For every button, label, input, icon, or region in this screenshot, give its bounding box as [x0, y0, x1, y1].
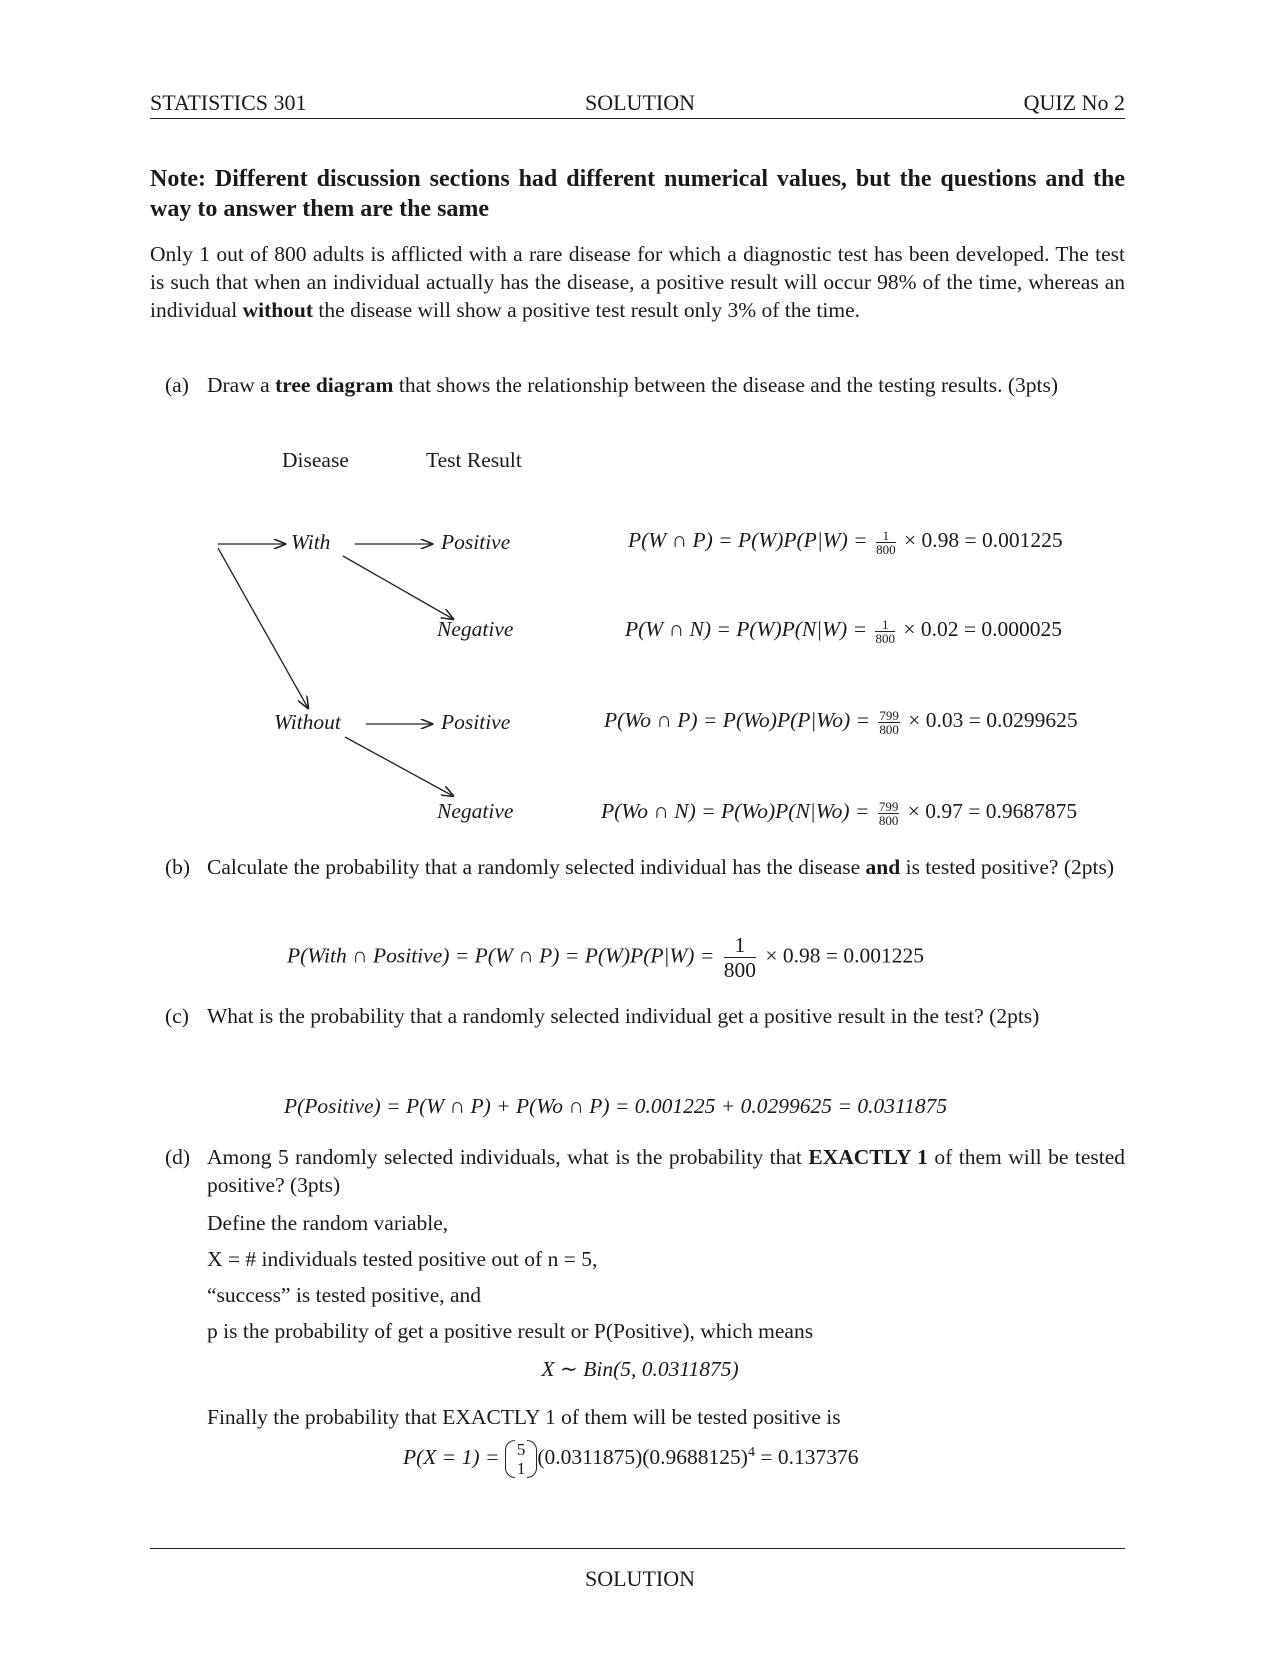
tree-equation: P(W ∩ N) = P(W)P(N|W) = $\frac{1}{800}$ × 0.02 = 0.000025	[625, 616, 1062, 646]
intro-paragraph: Only 1 out of 800 adults is afflicted with a rare disease for which a diagnostic test has been developed. The test is such that when an individual actually has the disease, a positive result will occur 98% of the time, whereas an individual without the disease will show a positive test result only 3% of the time.	[150, 242, 1125, 322]
node-without: Without	[274, 710, 341, 734]
without-to-negative-arrow	[345, 737, 453, 796]
with-to-negative-arrow	[343, 556, 453, 619]
answer-d-final-equation: P(X = 1) = 5 1 $(0.0311875)(0.9688125)^4 = 0.137376$	[403, 1440, 859, 1478]
header-quiz: QUIZ No 2	[1023, 90, 1125, 115]
answer-d-line: X = # individuals tested positive out of n = 5,	[207, 1247, 598, 1271]
header-course: STATISTICS 301	[150, 90, 307, 115]
tree-col-disease: Disease	[282, 448, 349, 472]
root-to-without-arrow	[218, 548, 308, 708]
answer-c-equation: P(Positive) = P(W ∩ P) + P(Wo ∩ P) = 0.001225 + 0.0299625 = 0.0311875	[284, 1094, 948, 1118]
node-with-positive: Positive	[441, 530, 511, 554]
node-without-negative: Negative	[437, 799, 514, 823]
answer-d-line: Define the random variable,	[207, 1211, 449, 1235]
answer-b-equation: P(With ∩ Positive) = P(W ∩ P) = P(W)P(P|W) = $\frac{1}{800}$ × 0.98 = 0.001225	[287, 933, 924, 982]
tree-col-test: Test Result	[426, 448, 522, 472]
footer-rule	[150, 1548, 1125, 1549]
note: Note: Different discussion sections had different numerical values, but the questions and the way to answer them are the same	[150, 166, 1125, 222]
tree-equation: P(Wo ∩ N) = P(Wo)P(N|Wo) = $\frac{799}{800}$ × 0.97 = 0.9687875	[601, 798, 1078, 828]
answer-d-line: Finally the probability that EXACTLY 1 of them will be tested positive is	[207, 1405, 841, 1429]
answer-d-distribution: X ∼ Bin(5, 0.0311875)	[541, 1357, 739, 1381]
tree-equation: P(Wo ∩ P) = P(Wo)P(P|Wo) = $\frac{799}{800}$ × 0.03 = 0.0299625	[604, 707, 1078, 737]
node-without-positive: Positive	[441, 710, 511, 734]
node-with-negative: Negative	[437, 617, 514, 641]
header-center: SOLUTION	[585, 90, 695, 115]
answer-d-line: p is the probability of get a positive result or P(Positive), which means	[207, 1319, 814, 1343]
answer-d-line: “success” is tested positive, and	[207, 1283, 482, 1307]
footer-label: SOLUTION	[585, 1566, 695, 1591]
tree-equation: P(W ∩ P) = P(W)P(P|W) = $\frac{1}{800}$ × 0.98 = 0.001225	[628, 527, 1063, 557]
node-with: With	[291, 530, 331, 554]
